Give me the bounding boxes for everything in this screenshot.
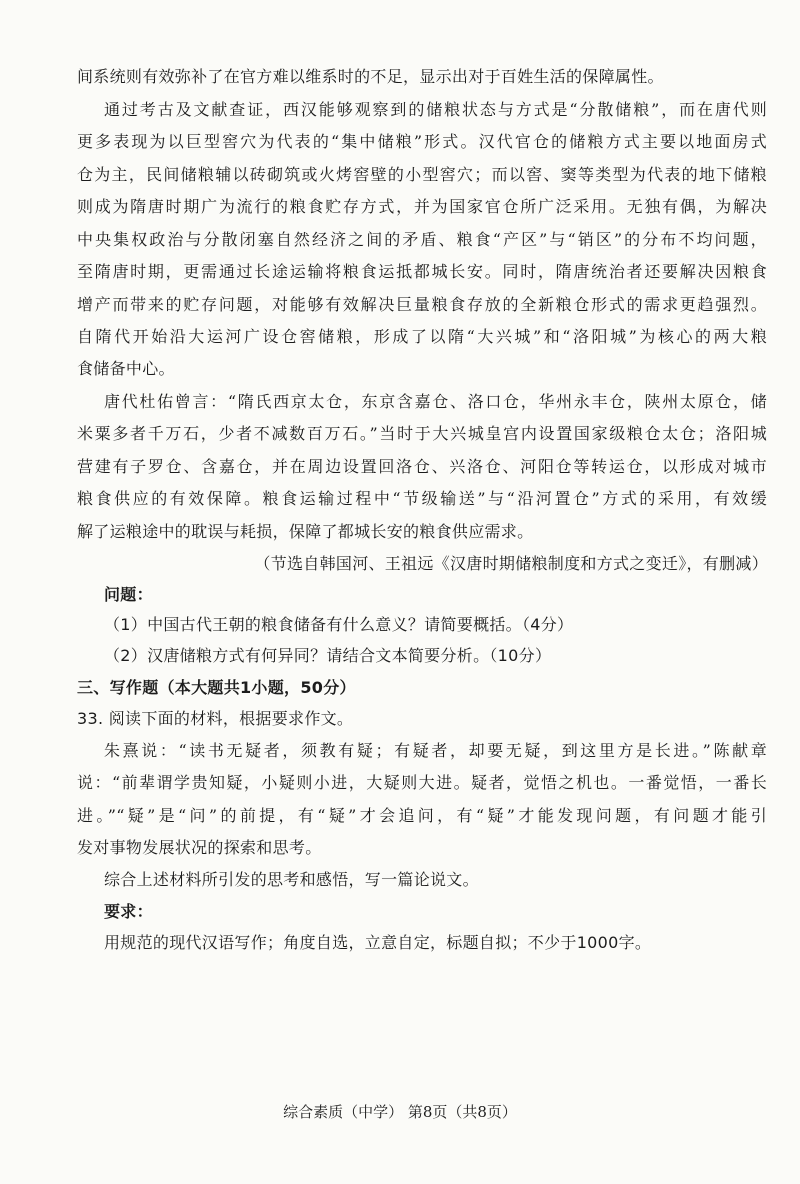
question-1: （1）中国古代王朝的粮食储备有什么意义？请简要概括。（4分） (104, 615, 574, 634)
passage-line: 食储备中心。 (77, 359, 175, 378)
page-footer: 综合素质（中学） 第8页（共8页） (283, 1103, 517, 1121)
material-line: 朱熹说：“读书无疑者，须教有疑；有疑者，却要无疑，到这里方是长进。”陈献章 (104, 741, 767, 760)
requirements-text: 用规范的现代汉语写作；角度自选，立意自定，标题自拟；不少于1000字。 (104, 933, 652, 952)
passage-line: 更多表现为以巨型窖穴为代表的“集中储粮”形式。汉代官仓的储粮方式主要以地面房式 (77, 132, 767, 151)
passage-line: 中央集权政治与分散闭塞自然经济之间的矛盾、粮食“产区”与“销区”的分布不均问题， (77, 230, 767, 249)
material-line: 说：“前辈谓学贵知疑，小疑则小进，大疑则大进。疑者，觉悟之机也。一番觉悟，一番长 (77, 773, 767, 792)
passage-line: 粮食供应的有效保障。粮食运输过程中“节级输送”与“沿河置仓”方式的采用，有效缓 (77, 489, 767, 508)
passage-line: 米粟多者千万石，少者不减数百万石。”当时于大兴城皇宫内设置国家级粮仓太仓；洛阳城 (77, 424, 767, 443)
passage-line: 至隋唐时期，更需通过长途运输将粮食运抵都城长安。同时，隋唐统治者还要解决因粮食 (77, 262, 767, 281)
passage-line: 通过考古及文献查证，西汉能够观察到的储粮状态与方式是“分散储粮”，而在唐代则 (104, 100, 767, 119)
passage-line: 自隋代开始沿大运河广设仓窖储粮，形成了以隋“大兴城”和“洛阳城”为核心的两大粮 (77, 327, 767, 346)
passage-line: 则成为隋唐时期广为流行的粮食贮存方式，并为国家官仓所广泛采用。无独有偶，为解决 (77, 197, 767, 216)
material-line: 发对事物发展状况的探索和思考。 (77, 838, 322, 857)
passage-line: 解了运粮途中的耽误与耗损，保障了都城长安的粮食供应需求。 (77, 522, 534, 541)
section-heading: 三、写作题（本大题共1小题，50分） (77, 678, 356, 697)
passage-line: 唐代杜佑曾言：“隋氏西京太仓，东京含嘉仓、洛口仓，华州永丰仓，陕州太原仓，储 (104, 392, 767, 411)
question-2: （2）汉唐储粮方式有何异同？请结合文本简要分析。（10分） (104, 646, 552, 665)
material-line: 进。”“疑”是“问”的前提，有“疑”才会追问，有“疑”才能发现问题，有问题才能引 (77, 806, 767, 825)
passage-source: （节选自韩国河、王祖远《汉唐时期储粮制度和方式之变迁》，有删减） (254, 554, 768, 573)
passage-line: 仓为主，民间储粮辅以砖砌筑或火烤窖壁的小型窖穴；而以窖、窦等类型为代表的地下储粮 (77, 165, 767, 184)
passage-line: 增产而带来的贮存问题，对能够有效解决巨量粮食存放的全新粮仓形式的需求更趋强烈。 (77, 295, 767, 314)
question-33: 33. 阅读下面的材料，根据要求作文。 (77, 709, 354, 728)
passage-line: 间系统则有效弥补了在官方难以维系时的不足，显示出对于百姓生活的保障属性。 (77, 67, 664, 86)
requirements-heading: 要求： (104, 902, 153, 921)
writing-instruction: 综合上述材料所引发的思考和感悟，写一篇论说文。 (104, 870, 479, 889)
passage-line: 营建有子罗仓、含嘉仓，并在周边设置回洛仓、兴洛仓、河阳仓等转运仓，以形成对城市 (77, 457, 767, 476)
questions-heading: 问题： (104, 585, 153, 604)
